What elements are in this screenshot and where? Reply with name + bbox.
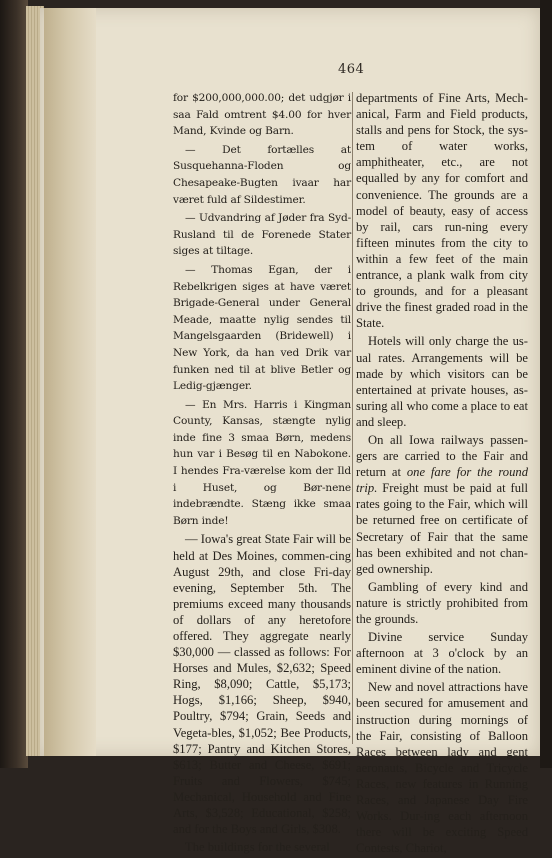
left-column <box>173 90 351 857</box>
right-column <box>356 90 528 858</box>
left-paragraph: for $200,000,000.00; det udgjør i saa Fald omtrent $4.00 for hver Mand, Kvinde og Barn. <box>173 92 351 138</box>
railway-text-start: On all Iowa railways passen-gers are carried to the Fair and return at <box>356 432 528 480</box>
right-paragraph-railways <box>356 432 528 577</box>
left-paragraph: — Iowa's great State Fair will be held at Des Moines, commen-cing August 29th, and close Fri-day evening, September 5th. The premiums exceed many thousands of dollars of any heretofore offered. They aggregate nearly $30,000 — classed as follows: For Horses and Mules, $2,632; Speed Ring, $8,090; Cattle, $5,173; Hogs, $1,166; Sheep, $940, Poultry, $794; Grain, Seeds and Vegeta-bles, $1,052; Bee Products, $177; Pantry and Kitchen Stores, $613; Butter and Cheese, $691; Fruits and Flowers, $745; Mechanical, Household and Fine Arts, $3,528; Educational, $258; and for the Boys and Girls, $308. <box>173 532 351 837</box>
left-paragraph: — Det fortælles at Susquehanna-Floden og Chesapeake-Bugten ivaar har været fuld af Sildestimer. <box>173 143 351 206</box>
railway-emphasis: one fare for the round trip. <box>356 465 528 496</box>
right-background-edge <box>540 0 552 768</box>
left-paragraph: The buildings for the several <box>185 840 330 855</box>
right-paragraph: New and novel attractions have been secured for amusement and instruction during mornings of the Fair, consisting of Balloon Races between lady and gent aeronauts, Bicycle and Tricycle Races, new features in Running Races, and Japanese Day Fire Works. Dur-ing each afternoon there will be exciting Speed Contests, Chariot, <box>356 680 528 856</box>
book-binding-edge <box>0 0 28 768</box>
right-paragraph: Gambling of every kind and nature is strictly prohibited from the grounds. <box>356 579 528 626</box>
page-gutter-shadow <box>44 8 96 756</box>
column-divider <box>352 92 353 744</box>
left-paragraph: — En Mrs. Harris i Kingman County, Kansas, stængte nylig inde fine 3 smaa Børn, medens hun var i Besøg til en Nabokone. I hendes Fra-værelse kom der Ild i Huset, og Bør-nene indebrændte. Stæng ikke smaa Børn inde! <box>173 398 351 527</box>
left-paragraph: — Udvandring af Jøder fra Syd-Rusland til de Forenede Stater siges at tiltage. <box>173 212 351 258</box>
right-paragraph: departments of Fine Arts, Mech-anical, Farm and Field products, stalls and pens for Stock, the sys-tem of water works, amphitheater, etc., are not equalled by any for comfort and convenience. The grounds are a model of beauty, easy of access by rail, cars run-ning every fifteen minutes from the city to within a few feet of the main entrance, a plank walk from city to grounds, and for a pleasant drive the finest graded road in the State. <box>356 91 528 331</box>
right-paragraph: Hotels will only charge the us-ual rates. Arrangements will be made by which visitors can be entertained at private houses, as-suring all who come a place to eat and sleep. <box>356 334 528 429</box>
railway-text-end: Freight must be paid at full rates going to the Fair, which will be returned free on certificate of Secretary of Fair that the same has been exhibited and not chan-ged ownership. <box>356 481 528 576</box>
left-paragraph: — Thomas Egan, der i Rebelkrigen siges at have været Brigade-General under General Meade, maatte nylig sendes til Mangelsgaarden (Bridewell) i New York, da han ved Drik var funken ned til at blive Betler og Ledig-gjænger. <box>173 263 351 393</box>
page-number: 464 <box>338 62 365 77</box>
right-paragraph: Divine service Sunday afternoon at 3 o'clock by an eminent divine of the nation. <box>356 630 528 677</box>
